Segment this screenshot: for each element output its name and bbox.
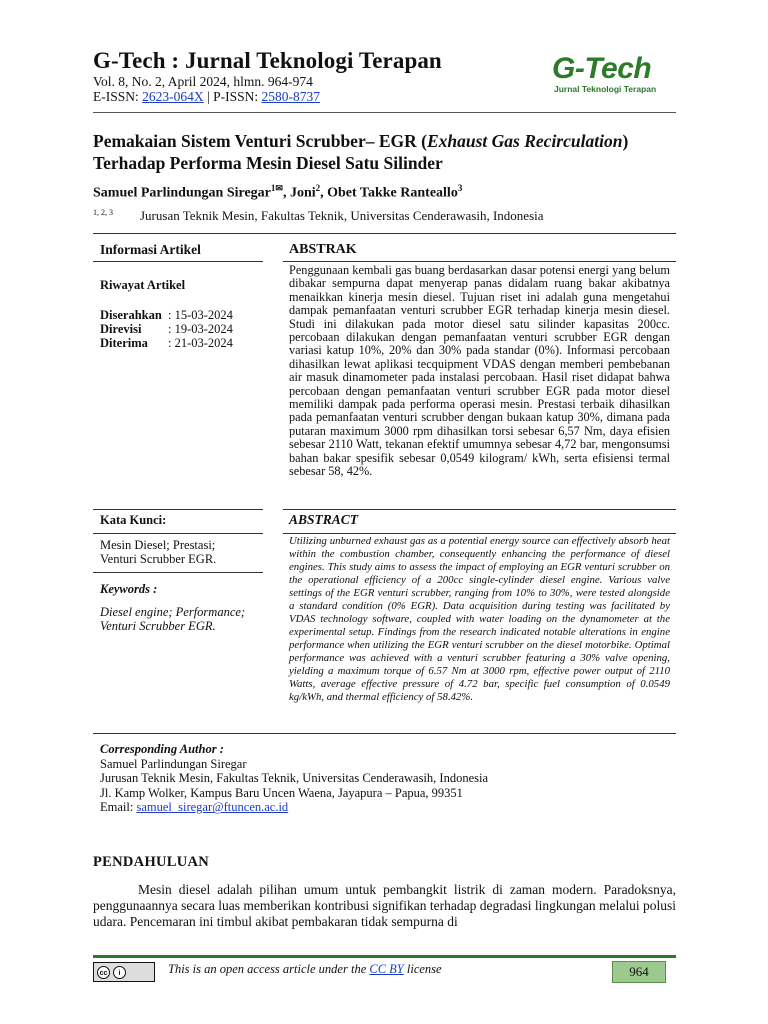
cc-icon: cc: [97, 966, 110, 979]
box-bottom-rule: [93, 733, 676, 734]
pissn-label: | P-ISSN:: [207, 89, 259, 104]
history-heading: Riwayat Artikel: [100, 278, 186, 292]
logo-subtext: Jurnal Teknologi Terapan: [554, 84, 657, 94]
abstract-text: Utilizing unburned exhaust gas as a potential energy source can effectively absorb heat within the combustion chamber, consequently enhancing the performance of diesel engines. This study aims to assess the impact of employing an EGR venturi scrubber on the operational efficiency of a 200cc single-cylinder diesel engine. Various valve settings of the EGR venturi scrubber, ranging from 10% to 30%, were tested alongside a standard condition (0% EGR). Data acquisition during testing was facilitated by VDAS technology software, coupled with water loading on the dynamometer at the experimental setup. Findings from the research indicated notable alterations in engine performance when utilizing the EGR venturi scrubber on the diesel motorbike. Optimal performance was achieved with a venturi scrubber featuring a 30% valve opening, yielding a maximum torque of 6.57 Nm at 3000 rpm, effective power output of 2110 Watts, average effective pressure of 4.72 bar, specific fuel consumption of 0.0549 kg/kWh, and thermal efficiency of 58.42%.: [289, 535, 670, 703]
journal-volume: Vol. 8, No. 2, April 2024, hlmn. 964-974: [93, 74, 313, 89]
eissn-label: E-ISSN:: [93, 89, 139, 104]
cc-license-badge[interactable]: [93, 962, 155, 982]
article-dates: Diserahkan : 15-03-2024 Direvisi : 19-03-2024 Diterima : 21-03-2024: [100, 308, 233, 350]
authors: Samuel Parlindungan Siregar$^{1✉}$, Joni$^2$, Obet Takke Ranteallo$^3$: [93, 183, 463, 201]
keywords-sep-rule: [93, 572, 263, 573]
email-link[interactable]: samuel_siregar@ftuncen.ac.id: [136, 800, 289, 815]
info-head-rule: [93, 261, 263, 262]
license-note: This is an open access article under the CC BY license: [168, 962, 442, 976]
section-heading: PENDAHULUAN: [93, 854, 210, 870]
keywords-en: Diesel engine; Performance; Venturi Scrubber EGR.: [100, 605, 246, 633]
footer-divider: [93, 955, 676, 958]
header-divider: [93, 112, 676, 113]
info-heading: Informasi Artikel: [100, 242, 201, 257]
keywords-head-rule: [93, 533, 263, 534]
affiliation-numbers: 1, 2, 3: [93, 208, 113, 217]
intro-text: Mesin diesel adalah pilihan umum untuk pembangkit listrik di zaman modern. Paradoksnya, penggunaannya secara luas memberikan kontribusi signifikan terhadap degradasi lingkungan melalui polusi udara. Pencemaran ini timbul akibat pembakaran tidak sempurna di: [93, 882, 676, 930]
abstrak-head-rule: [283, 261, 676, 262]
abstract-heading: ABSTRACT: [289, 512, 359, 527]
abstrak-heading: ABSTRAK: [289, 242, 357, 257]
page-number: 964: [612, 961, 666, 983]
paper-title: Pemakaian Sistem Venturi Scrubber– EGR (Exhaust Gas Recirculation) Terhadap Performa Mesin Diesel Satu Silinder: [93, 131, 629, 173]
abstract-head-rule: [283, 533, 676, 534]
logo-text: G-Tech: [552, 52, 652, 85]
info-mid-rule: [93, 509, 263, 510]
abstrak-mid-rule: [283, 509, 676, 510]
attribution-icon: i: [113, 966, 126, 979]
journal-logo: [552, 54, 672, 100]
journal-issn: [93, 89, 320, 104]
eissn-link[interactable]: 2623-064X: [142, 89, 204, 104]
abstrak-text: Penggunaan kembali gas buang berdasarkan dasar potensi energi yang belum dibakar sempurna dapat menyerap panas didalam ruang bakar akibatnya menaikkan kinerja mesin diesel. Tujuan riset ini adalah guna mengetahui dampak pemanfaatan venturi scrubber EGR terhadap kinerja mesin diesel. Studi ini dilakukan pada motor diesel satu silinder kapasitas 200cc. percobaan dilakukan dengan pemanfaatan venturi scrubber EGR dengan variasi katup 10%, 20% dan 30% pada standar (0%). Informasi percobaan dihasilkan lewat aplikasi tecquipment VDAS dengan memberi pembebanan air masuk dinamometer pada instalasi percobaan. Hasil riset didapat bahwa percobaan dengan pemanfaatan venturi scrubber EGR pada motor diesel memiliki dampak pada performa operasi mesin. Prestasi terbaik dihasilkan pada pemanfaatan venturi scrubber dengan bukaan katup 30%, dimana pada putaran maximum 3000 rpm dihasilkan torsi sebesar 6,57 Nm, daya efisien sebesar 2110 Watt, tekanan efektif umumnya sebesar 4,72 bar, mengonsumsi bahan bakar spesifik sebesar 0,0549 kilogram/ kWh, serta efisiensi termal sebesar 58, 42%.: [289, 263, 670, 479]
pissn-link[interactable]: 2580-8737: [261, 89, 320, 104]
keywords-id-heading: Kata Kunci:: [100, 513, 167, 527]
keywords-en-heading: Keywords :: [100, 582, 158, 596]
keywords-id: Mesin Diesel; Prestasi; Venturi Scrubber EGR.: [100, 538, 217, 566]
journal-title: G-Tech : Jurnal Teknologi Terapan: [93, 48, 442, 73]
affiliation: Jurusan Teknik Mesin, Fakultas Teknik, Universitas Cenderawasih, Indonesia: [140, 208, 544, 223]
corresponding-author: Corresponding Author : Samuel Parlindungan Siregar Jurusan Teknik Mesin, Fakultas Teknik, Universitas Cenderawasih, Indonesia Jl. Kamp Wolker, Kampus Baru Uncen Waena, Jayapura – Papua, 99351 Email: samuel_siregar@ftuncen.ac.id: [100, 742, 489, 815]
box-top-rule: [93, 233, 676, 234]
cc-by-link[interactable]: CC BY: [369, 962, 404, 976]
